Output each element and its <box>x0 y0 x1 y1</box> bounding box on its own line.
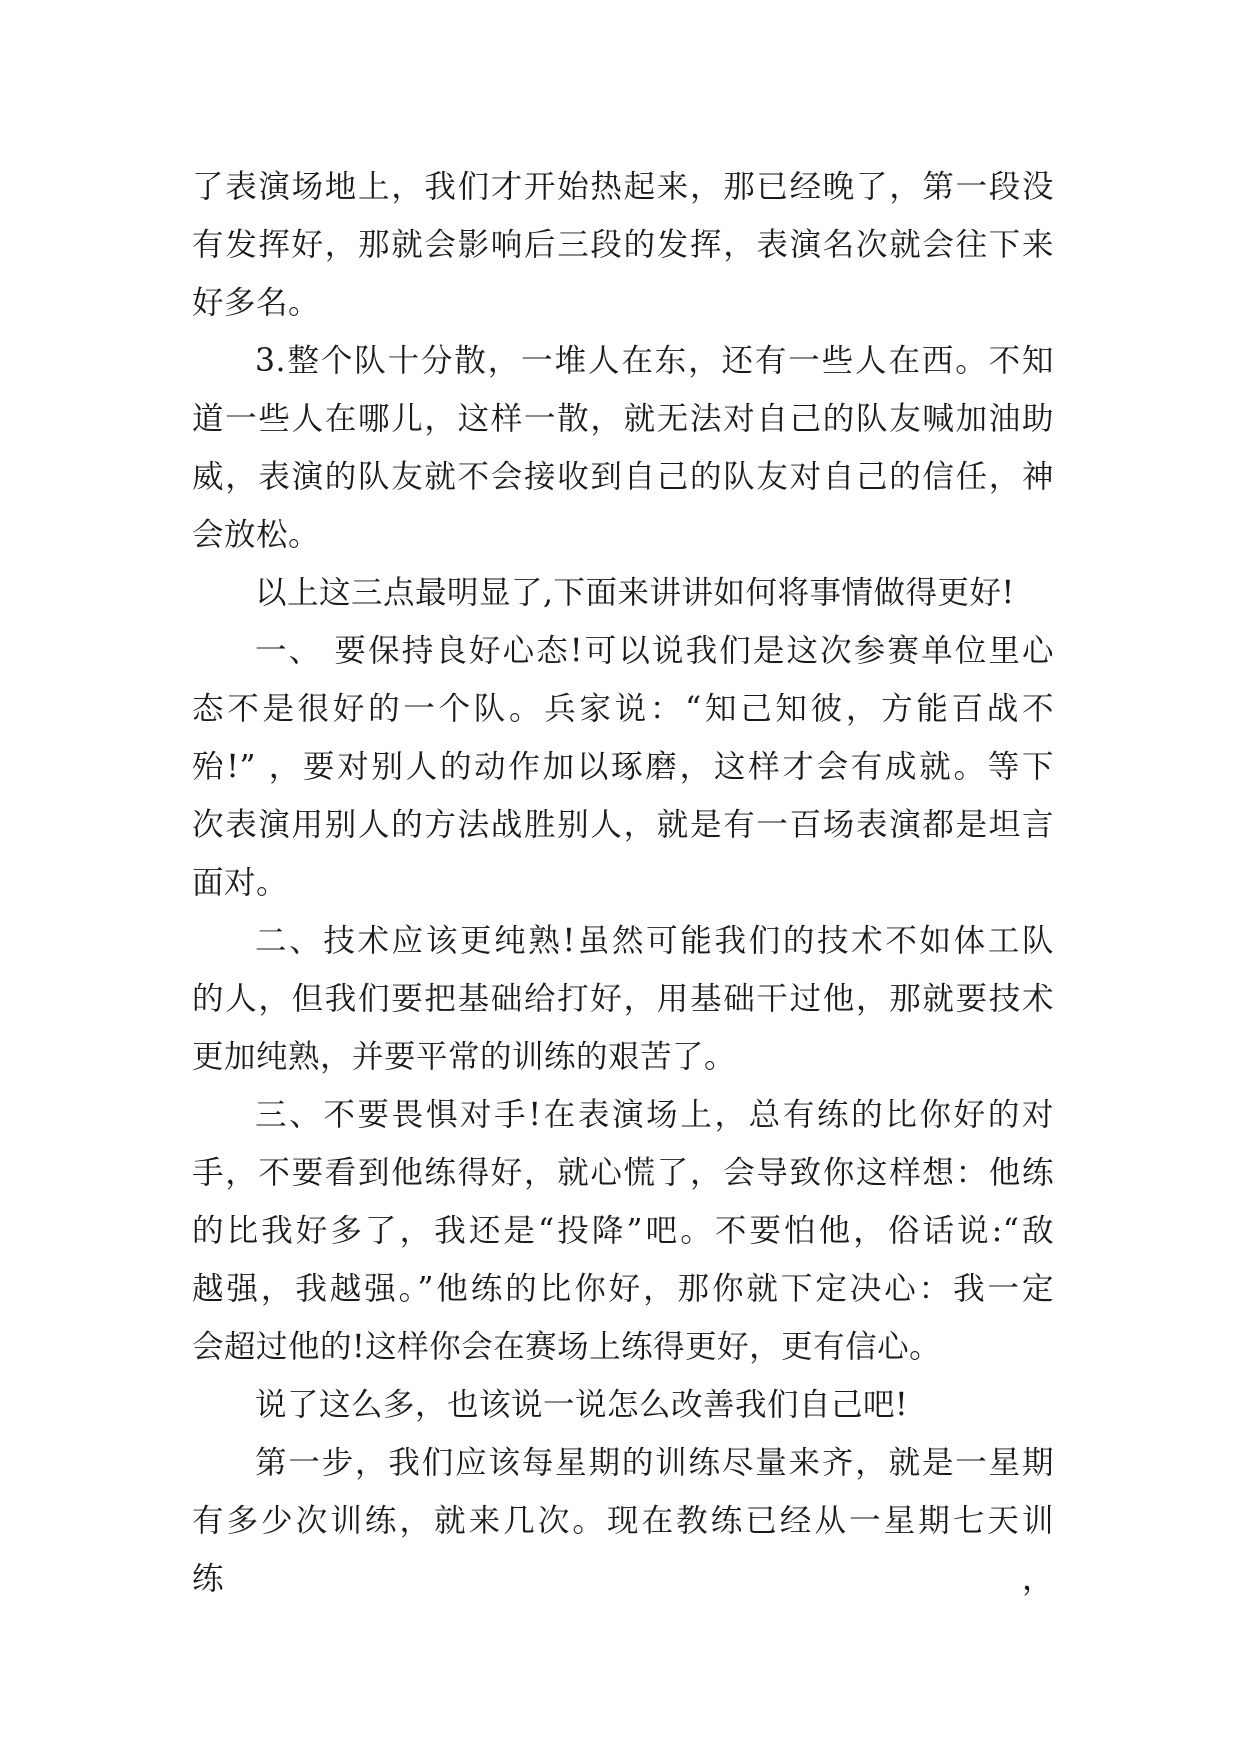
text-line: 有发挥好，那就会影响后三段的发挥，表演名次就会往下来 <box>192 227 1054 263</box>
text-line: 道一些人在哪儿，这样一散，就无法对自己的队友喊加油助 <box>192 401 1054 437</box>
text-line: 态不是很好的一个队。兵家说：“知己知彼，方能百战不 <box>192 691 1054 727</box>
text-line: 威，表演的队友就不会接收到自己的队友对自己的信任，神 <box>192 459 1054 495</box>
text-line: 手，不要看到他练得好，就心慌了，会导致你这样想：他练 <box>192 1155 1054 1191</box>
text-line: 以上这三点最明显了,下面来讲讲如何将事情做得更好! <box>255 575 1015 611</box>
text-line: 第一步，我们应该每星期的训练尽量来齐，就是一星期 <box>255 1445 1054 1481</box>
text-line: 3.整个队十分散，一堆人在东，还有一些人在西。不知 <box>255 343 1054 379</box>
text-line: 有多少次训练，就来几次。现在教练已经从一星期七天训练， <box>192 1503 1054 1597</box>
text-line: 的比我好多了，我还是“投降”吧。不要怕他，俗话说:“敌 <box>192 1213 1054 1249</box>
text-line: 的人，但我们要把基础给打好，用基础干过他，那就要技术 <box>192 981 1054 1017</box>
text-line: 说了这么多，也该说一说怎么改善我们自己吧! <box>255 1387 909 1423</box>
text-line: 二、技术应该更纯熟!虽然可能我们的技术不如体工队 <box>255 923 1054 959</box>
body-text <box>192 158 1054 1597</box>
text-line: 面对。 <box>192 865 289 901</box>
text-line: 好多名。 <box>192 285 321 321</box>
text-line: 了表演场地上，我们才开始热起来，那已经晚了，第一段没 <box>192 169 1054 205</box>
text-line: 三、不要畏惧对手!在表演场上，总有练的比你好的对 <box>255 1097 1054 1133</box>
text-line: 会放松。 <box>192 517 321 553</box>
text-line: 会超过他的!这样你会在赛场上练得更好，更有信心。 <box>192 1329 942 1365</box>
text-line: 殆!” ，要对别人的动作加以琢磨，这样才会有成就。等下 <box>192 749 1054 785</box>
text-line: 次表演用别人的方法战胜别人，就是有一百场表演都是坦言 <box>192 807 1054 843</box>
text-line: 越强，我越强。”他练的比你好，那你就下定决心：我一定 <box>192 1271 1054 1307</box>
text-line: 更加纯熟，并要平常的训练的艰苦了。 <box>192 1039 737 1075</box>
text-line: 一、 要保持良好心态!可以说我们是这次参赛单位里心 <box>255 633 1054 669</box>
